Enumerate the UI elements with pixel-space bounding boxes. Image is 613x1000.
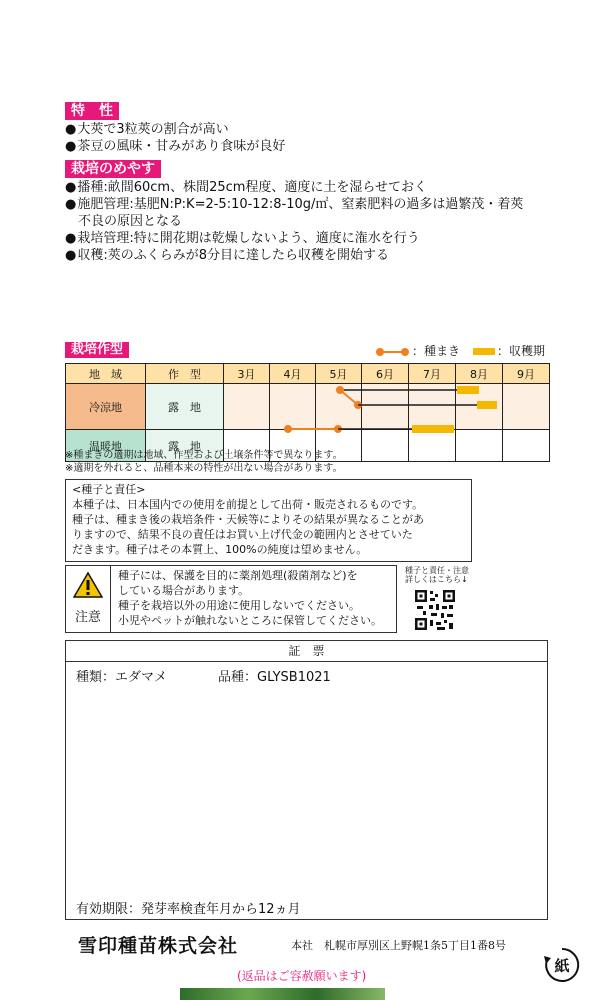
header-month: 3月 [224,364,270,384]
responsibility-line: りますので、結果不良の責任はお買い上げ代金の範囲内とさせていた [72,528,413,541]
harvest-bar [457,386,479,394]
caution-box [65,565,397,633]
caution-line: 小児やペットが触れないところに保管してください。 [118,614,382,627]
header-month: 7月 [409,364,456,384]
qr-caption [405,566,469,584]
caution-label: 注意 [74,610,101,625]
harvest-bar [412,425,454,433]
guide-item: ● 収穫:莢のふくらみが8分目に達したら収穫を開始する [65,247,389,264]
type-open-field: 露 地 [146,430,224,462]
certificate-title: 証 票 [66,641,547,662]
harvest-bar [477,401,497,409]
header-type: 作 型 [146,364,224,384]
product-photo-strip [180,988,385,1000]
qr-code-icon[interactable] [414,589,456,631]
certificate-kind: 種類：エダマメ [76,670,168,685]
certificate-box [65,640,548,920]
caution-badge [66,566,111,632]
header-region: 地 域 [66,364,146,384]
responsibility-line: だきます。種子はその本質上、100%の純度は望めません。 [72,543,368,556]
header-month: 6月 [362,364,409,384]
legend-harvest-label: ：収穫期 [497,344,546,358]
paper-recycle-icon [543,946,581,984]
schedule-note: ※適期を外れると、品種本来の特性が出ない場合があります。 [65,463,343,474]
guide-item: ● 施肥管理:基肥N:P:K=2-5:10-12:8-10g/㎡、窒素肥料の過多は過繁茂・着莢 [65,196,523,213]
guide-item-continued: 不良の原因となる [78,214,183,229]
header-month: 4月 [270,364,316,384]
header-month: 8月 [456,364,503,384]
guide-title: 栽培のめやす [65,160,161,178]
company-name: 雪印種苗株式会社 [78,935,239,957]
qr-caption-line: 種子と責任・注意 [405,566,469,575]
guide-item: ● 栽培管理:特に開花期は乾燥しないよう、適度に潅水を行う [65,230,420,247]
region-warm: 温暖地 [66,430,146,462]
schedule-note: ※種まきの適期は地域、作型および土壌条件等で異なります。 [65,450,343,461]
paper-recycle-label: 紙 [554,957,570,975]
responsibility-box [65,479,472,562]
feature-item: ● 茶豆の風味・甘みがあり食味が良好 [65,138,285,155]
responsibility-line: 本種子は、日本国内での使用を前提として出荷・販売されるものです。 [72,498,424,511]
guide-item: ● 播種:畝間60cm、株間25cm程度、適度に土を湿らせておく [65,179,427,196]
certificate-expiry: 有効期限：発芽率検査年月から12ヵ月 [76,902,301,917]
caution-line: している場合があります。 [118,584,250,597]
schedule-marks [0,0,613,460]
company-address: 本社 札幌市厚別区上野幌1条5丁目1番8号 [291,939,506,952]
warm-row [284,425,454,433]
qr-caption-line: 詳しくはこちら↓ [405,575,468,584]
header-month: 9月 [503,364,550,384]
type-open-field: 露 地 [146,384,224,430]
region-cool: 冷涼地 [66,384,146,430]
caution-line: 種子には、保護を目的に薬剤処理(殺菌剤など)を [118,569,358,582]
warning-icon [73,571,103,599]
features-title: 特 性 [65,102,119,120]
schedule-title: 栽培作型 [65,342,129,358]
cool-row-2 [358,401,497,409]
responsibility-title: <種子と責任> [72,483,146,496]
certificate-variety: 品種：GLYSB1021 [218,670,331,685]
legend-sow-label: ：種まき [412,344,461,358]
responsibility-line: 種子は、種まき後の栽培条件・天候等によりその結果が異なることがあ [72,513,424,526]
feature-item: ● 大莢で3粒莢の割合が高い [65,121,229,138]
sow-start-marker [284,425,292,433]
return-note: (返品はご容赦願います) [237,969,367,983]
caution-line: 種子を栽培以外の用途に使用しないでください。 [118,599,360,612]
header-month: 5月 [316,364,362,384]
